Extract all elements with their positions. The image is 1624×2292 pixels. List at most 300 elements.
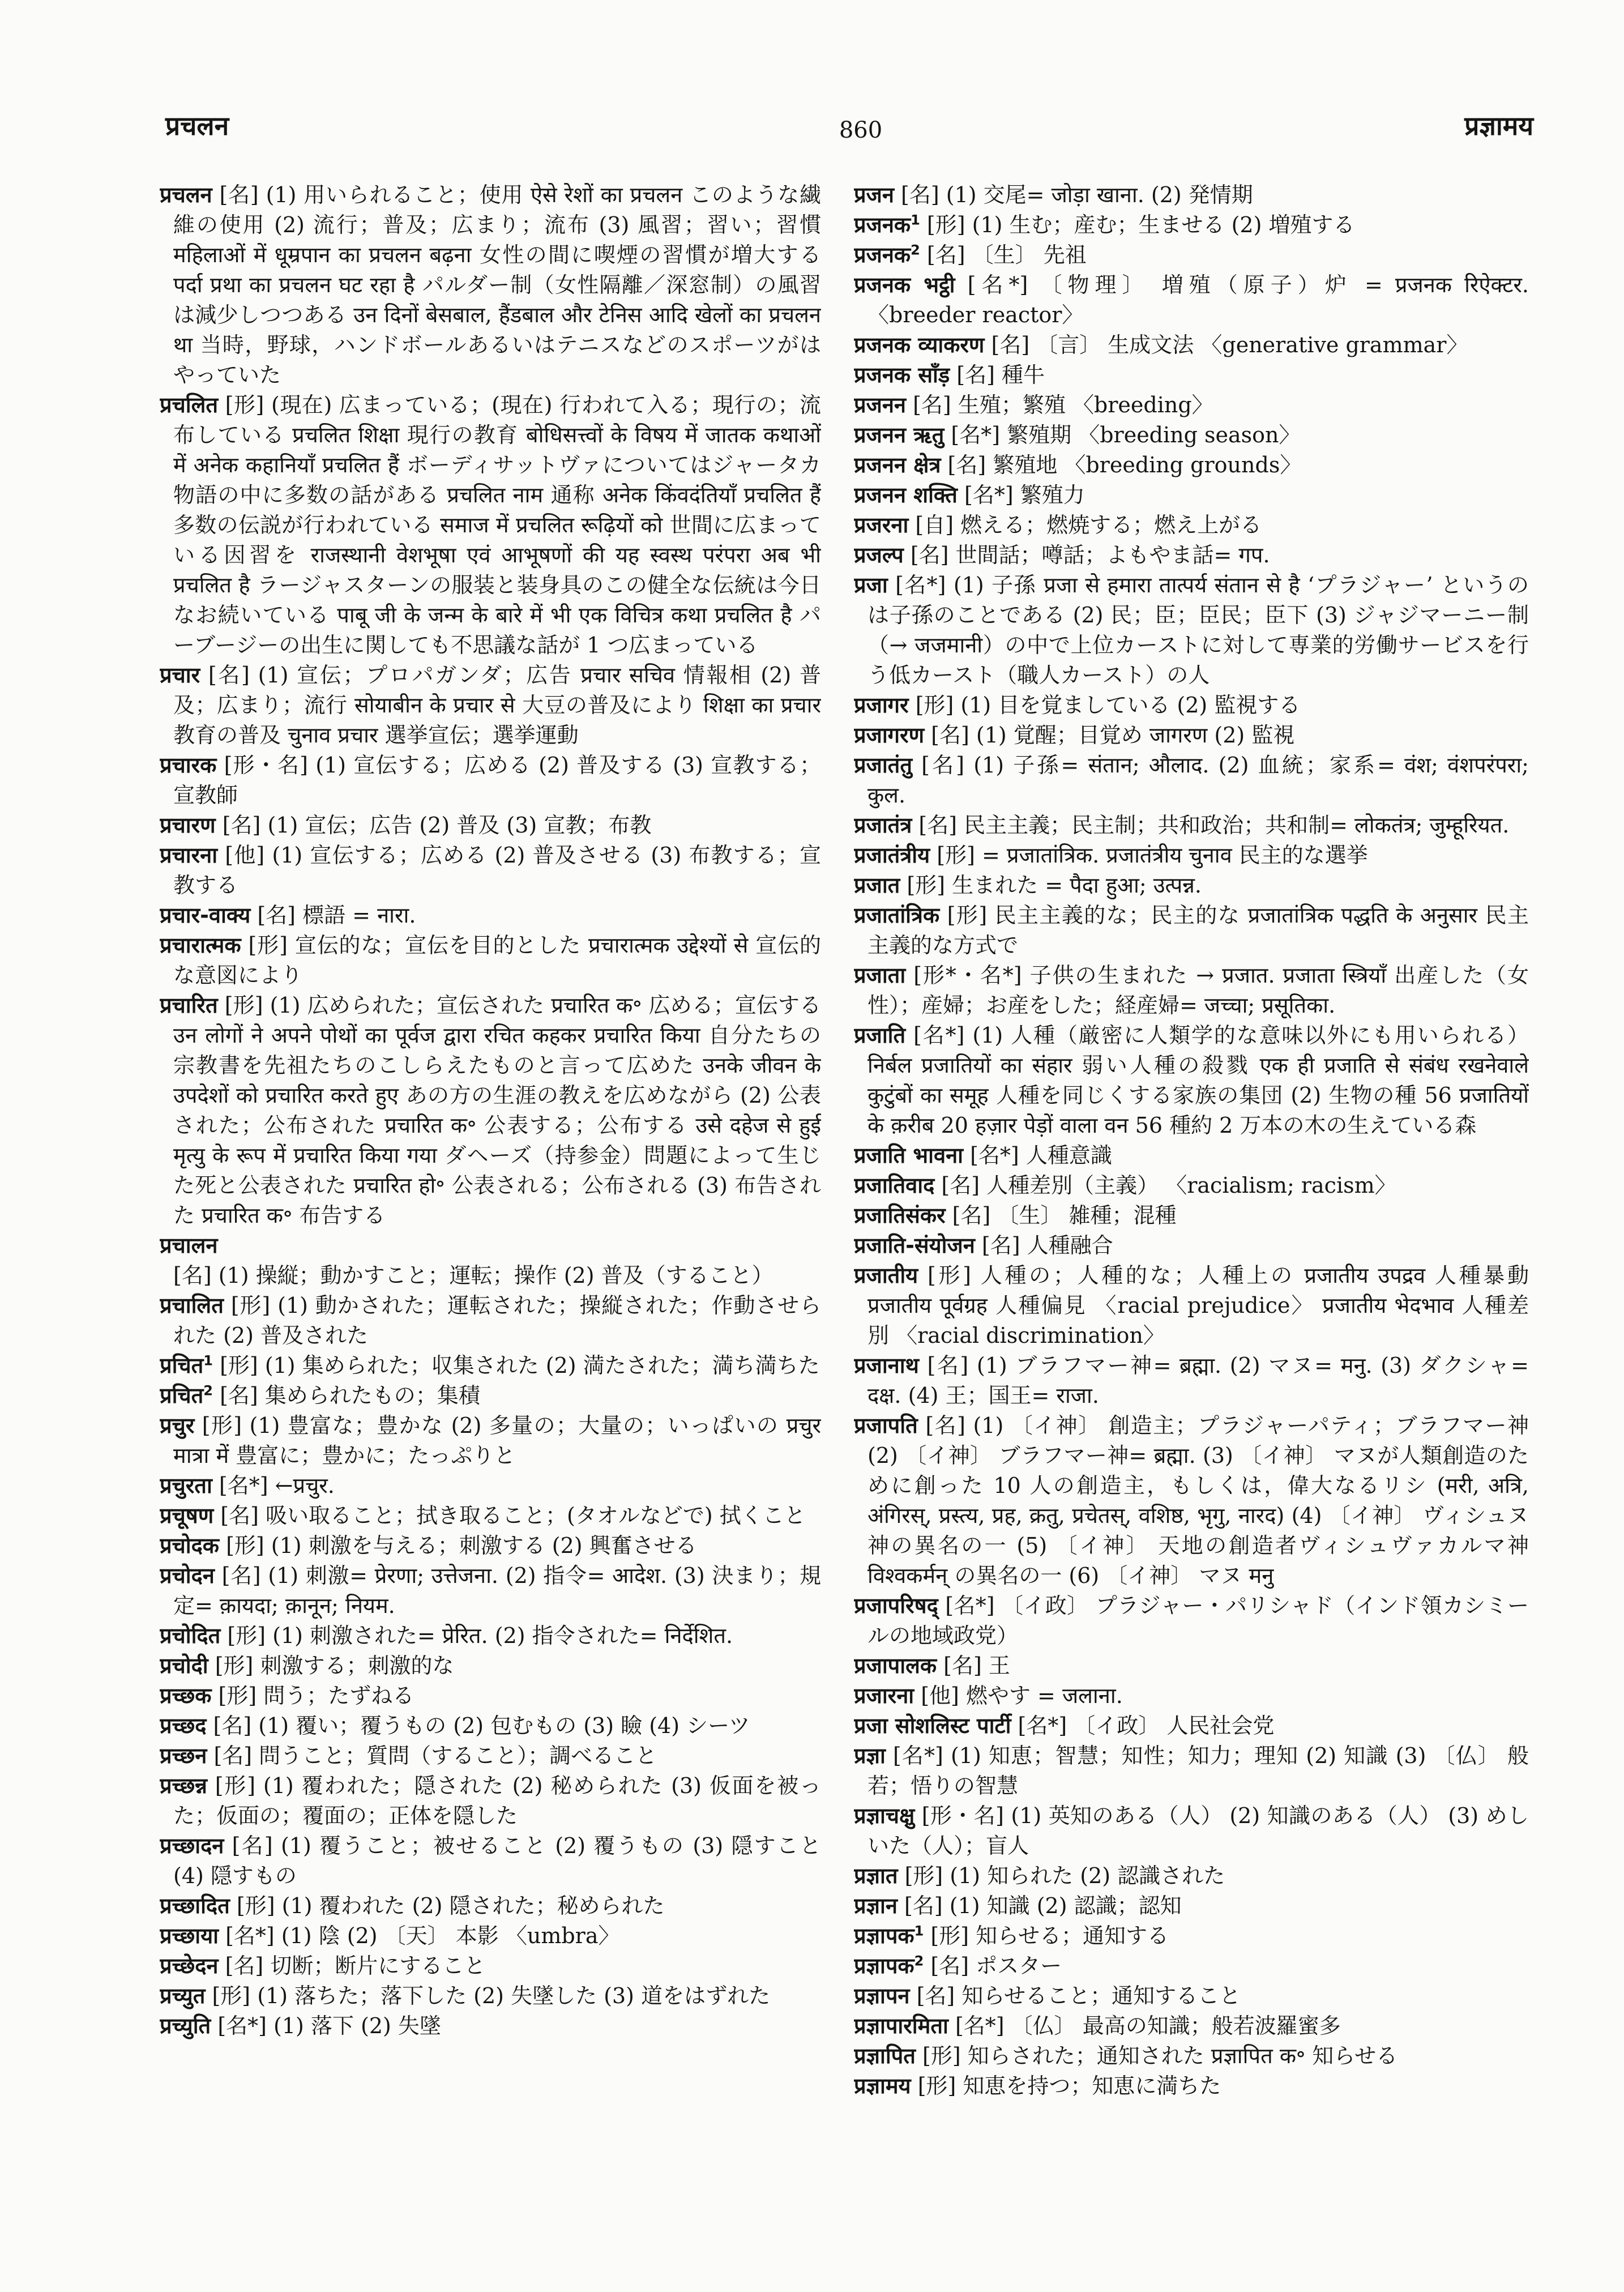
headword-text: प्रजागर [854, 693, 909, 718]
definition: [名*] 〔物理〕 増殖（原子）炉 = प्रजनक रिऐक्टर. 〈breeder reactor〉 [867, 272, 1529, 327]
headword [854, 212, 920, 237]
definition: [名] 〔言〕 生成文法 〈generative grammar〉 [991, 332, 1468, 357]
headword [854, 1593, 938, 1618]
headword-text: प्रचोदित [160, 1623, 221, 1648]
headword [160, 1713, 206, 1738]
definition: [名*] 繁殖力 [964, 483, 1085, 507]
dictionary-entry [160, 1831, 821, 1891]
definition: [形] 知らせる；通知する [930, 1923, 1169, 1948]
definition: [名] 民主主義；民主制；共和政治；共和制= लोकतंत्र; जुम्हूरियत. [918, 813, 1510, 838]
headword-text: प्रचूषण [160, 1503, 214, 1528]
dictionary-entry [854, 1021, 1529, 1141]
headword [854, 272, 955, 297]
dictionary-entry [854, 1801, 1529, 1861]
headword [160, 1833, 224, 1858]
headword-text: प्रचारक [160, 753, 217, 778]
dictionary-entry [854, 750, 1529, 810]
definition: [名*] 〔イ政〕 プラジャー・パリシャド（インド領カシミールの地域政党） [867, 1593, 1529, 1648]
dictionary-entry [160, 810, 821, 840]
headword [160, 1743, 207, 1768]
headword [160, 1893, 230, 1918]
page-number: 860 [839, 117, 883, 143]
dictionary-entry [160, 660, 821, 750]
headword-text: प्रजागरण [854, 723, 925, 748]
dictionary-entry [854, 450, 1529, 480]
dictionary-entry [854, 390, 1529, 420]
definition: [名] (1) 操縦；動かすこと；運転；操作 (2) 普及（すること） [173, 1263, 773, 1288]
headword [854, 1983, 910, 2008]
definition: [名] 王 [943, 1653, 1010, 1678]
dictionary-entry [854, 720, 1529, 750]
headword [160, 813, 216, 838]
headword-text: प्रच्छादन [160, 1833, 224, 1858]
headword-text: प्रजनन [854, 392, 906, 417]
headword [160, 1563, 215, 1588]
headword [854, 753, 912, 778]
headword-text: प्रजाता [854, 963, 906, 988]
headword [854, 813, 912, 838]
headword [854, 1653, 937, 1678]
definition: [名] 切断；断片にすること [225, 1953, 486, 1978]
headword-text: प्रजात [854, 873, 900, 898]
definition: [名*] ←प्रचुर. [219, 1473, 335, 1498]
headword [854, 1023, 905, 1048]
headword-text: प्रजारना [854, 1683, 914, 1708]
dictionary-entry [854, 570, 1529, 690]
right-column [854, 180, 1529, 2276]
dictionary-entry [854, 1681, 1529, 1711]
definition: [名] (1) 刺激= प्रेरणा; उत्तेजना. (2) 指令= आदेश. (3) 決まり；規定= क़ायदा; क़ानून; नियम. [173, 1563, 821, 1618]
headword [854, 2043, 916, 2068]
dictionary-entry [854, 2071, 1529, 2101]
headword-text: प्रच्छेदन [160, 1953, 219, 1978]
dictionary-entry [160, 1561, 821, 1621]
headword [160, 993, 218, 1018]
definition: [名] 生殖；繁殖 〈breeding〉 [913, 392, 1213, 417]
headword-text: प्रच्छादित [160, 1893, 230, 1918]
headword-text: प्रच्छाया [160, 1923, 219, 1948]
definition: [名*] (1) 知恵；智慧；知性；知力；理知 (2) 知識 (3) 〔仏〕 般若；悟りの智慧 [867, 1743, 1529, 1798]
headword-text: प्रजल्प [854, 543, 904, 567]
definition: [名*] 繁殖期 〈breeding season〉 [951, 422, 1301, 447]
definition: [名] 問うこと；質問（すること）；調べること [213, 1743, 657, 1768]
headword [854, 422, 944, 447]
headword-text: प्रजनन शक्ति [854, 483, 958, 507]
headword [854, 873, 900, 898]
headword-text: प्रजन [854, 182, 894, 207]
definition: [形] (1) 集められた；収集された (2) 満たされた；満ち満ちた [220, 1353, 820, 1378]
headword [854, 182, 894, 207]
dictionary-entry [854, 330, 1529, 360]
headword-text: प्रचित [160, 1383, 204, 1408]
dictionary-entry [854, 1951, 1529, 1981]
headword [160, 1383, 213, 1408]
headword-text: प्रजनक [854, 242, 911, 267]
definition: [形] (1) 刺激された= प्रेरित. (2) 指令された= निर्देशित. [227, 1623, 733, 1648]
definition: [形] (1) 目を覚ましている (2) 監視する [915, 693, 1301, 718]
definition: [形] 刺激する；刺激的な [215, 1653, 454, 1678]
dictionary-entry [854, 1351, 1529, 1411]
headword-text: प्रचारात्मक [160, 933, 241, 958]
headword [854, 1413, 918, 1438]
headword [160, 1353, 213, 1378]
definition: [名] 〔生〕 先祖 [926, 242, 1087, 267]
definition: [形*・名*] 子供の生まれた → प्रजात. प्रजाता स्त्रियाँ 出産した（女性）；産婦；お産をした；経産婦= जच्चा; प्रसूतिका. [867, 963, 1529, 1018]
headword-text: प्रजा [854, 573, 888, 597]
dictionary-entry [854, 540, 1529, 570]
headword [854, 1863, 898, 1888]
headword-text: प्रजनक साँड़ [854, 362, 950, 387]
definition: [名] 人種差別（主義） 〈racialism; racism〉 [941, 1173, 1396, 1198]
definition: [他] 燃やす = जलाना. [921, 1683, 1123, 1708]
dictionary-entry [160, 1711, 821, 1741]
definition: [名*] (1) 陰 (2) 〔天〕 本影 〈umbra〉 [225, 1923, 620, 1948]
definition: [形] 問う；たずねる [218, 1683, 414, 1708]
headword-text: प्रचलित [160, 392, 219, 417]
headword [160, 1413, 194, 1438]
headword [160, 1683, 211, 1708]
headword [854, 1203, 946, 1228]
headword [854, 1953, 924, 1978]
headword-text: प्रजातिवाद [854, 1173, 935, 1198]
headword-text: प्रजातंतु [854, 753, 912, 778]
dictionary-entry [160, 991, 821, 1231]
definition: [名] 世間話；噂話；よもやま話= गप. [910, 543, 1270, 567]
headword-text: प्रजातीय [854, 1263, 918, 1288]
definition: [形・名] (1) 英知のある（人） (2) 知識のある（人） (3) めしいた（人）；盲人 [867, 1803, 1529, 1858]
definition: [名*] 人種意識 [970, 1143, 1112, 1168]
definition: [名*] 〔仏〕 最高の知識；般若波羅蜜多 [955, 2013, 1341, 2038]
headword [854, 1233, 975, 1258]
headword-text: प्रजापालक [854, 1653, 937, 1678]
headword-text: प्रचार [160, 663, 200, 688]
headword-text: प्रज्ञाचक्षु [854, 1803, 915, 1828]
definition: [形] (1) 生む；産む；生ませる (2) 増殖する [926, 212, 1355, 237]
homograph-number: 1 [203, 1352, 213, 1369]
headword [160, 933, 241, 958]
headword-text: प्रचोदी [160, 1653, 208, 1678]
dictionary-entry [160, 1531, 821, 1561]
headword-text: प्रच्छक [160, 1683, 212, 1708]
definition: [形] 人種の；人種的な；人種上の प्रजातीय उपद्रव 人種暴動 प्रजातीय पूर्वग्रह 人種偏見 〈racial prejudice〉 प्रजातीय भेदभाव 人種差別 〈racial discrimination〉 [867, 1263, 1529, 1348]
dictionary-entry [854, 810, 1529, 840]
headword [854, 1803, 914, 1828]
headword [160, 1923, 219, 1948]
headword [160, 753, 216, 778]
dictionary-entry [160, 750, 821, 810]
headword [854, 513, 908, 537]
headword [160, 1533, 219, 1558]
dictionary-entry [160, 931, 821, 991]
definition: [形] (現在) 広まっている；(現在) 行われて入る；現行の；流布している प्रचलित शिक्षा 現行の教育 बोधिसत्त्वों के विषय में जातक कथाओं में अनेक कहानियाँ प्रचलित हैं ボーディサットヴァについてはジャータカ物語の中に多数の話がある प्रचलित नाम 通称 अनेक किंवदंतियाँ प्रचलित हैं 多数の伝説が行われている समाज में प्रचलित रूढ़ियों को 世間に広まっている因習を राजस्थानी वेशभूषा एवं आभूषणों की यह स्वस्थ परंपरा अब भी प्रचलित है ラージャスターンの服装と装身具のこの健全な伝統は今日なお続いている पाबू जी के जन्म के बारे में भी एक विचित्र कथा प्रचलित है パーブージーの出生に関しても不思議な話が 1 つ広まっている [173, 392, 821, 658]
headword-text: प्रजानाथ [854, 1353, 919, 1378]
headword-text: प्रचोदन [160, 1563, 215, 1588]
headword [854, 2013, 948, 2038]
headword-text: प्रजनन क्षेत्र [854, 453, 941, 477]
definition: [形] (1) 刺激を与える；刺激する (2) 興奮させる [226, 1533, 697, 1558]
dictionary-entry [854, 690, 1529, 720]
dictionary-entry [160, 1381, 821, 1411]
headword-text: प्रजनक [854, 212, 911, 237]
definition: [名] (1) 知識 (2) 認識；認知 [904, 1893, 1182, 1918]
dictionary-entry [160, 1471, 821, 1501]
definition: [形] (1) 覆われた (2) 隠された；秘められた [236, 1893, 665, 1918]
headword-text: प्रचुरता [160, 1473, 212, 1498]
definition: [名] (1) 子孫= संतान; औलाद. (2) 血統；家系= वंश; वंशपरंपरा; कुल. [867, 753, 1529, 808]
dictionary-entry [160, 1921, 821, 1951]
dictionary-entry [854, 240, 1529, 270]
right-guide-word: प्रज्ञामय [1464, 110, 1533, 141]
definition: [名] (1) ブラフマー神= ब्रह्मा. (2) マヌ= मनु. (3) ダクシャ= दक्ष. (4) 王；国王= राजा. [867, 1353, 1529, 1408]
dictionary-entry [160, 1501, 821, 1531]
dictionary-entry [160, 2011, 821, 2041]
dictionary-entry [854, 1741, 1529, 1801]
headword [160, 1953, 219, 1978]
dictionary-entry [160, 1771, 821, 1831]
definition: [形・名] (1) 宣伝する；広める (2) 普及する (3) 宣教する；宣教師 [173, 753, 821, 808]
headword-text: प्रचलन [160, 182, 212, 207]
definition: [名] (1) 覆い；覆うもの (2) 包むもの (3) 瞼 (4) シーツ [213, 1713, 750, 1738]
headword-text: प्रचार-वाक्य [160, 903, 251, 928]
headword [854, 1173, 934, 1198]
headword [160, 1623, 220, 1648]
definition: [形] (1) 知られた (2) 認識された [904, 1863, 1225, 1888]
dictionary-entry [854, 180, 1529, 210]
headword [854, 963, 905, 988]
headword [160, 1473, 212, 1498]
homograph-number: 2 [914, 1953, 924, 1969]
definition: [名*] 〔イ政〕 人民社会党 [1018, 1713, 1275, 1738]
headword-text: प्रचुर [160, 1413, 195, 1438]
headword [160, 843, 217, 868]
homograph-number: 2 [203, 1382, 213, 1399]
headword [160, 392, 218, 417]
dictionary-entry [160, 1411, 821, 1471]
dictionary-entry [854, 510, 1529, 540]
headword [160, 663, 200, 688]
dictionary-entry [854, 1411, 1529, 1591]
headword [854, 843, 930, 868]
headword-text: प्रच्छद [160, 1713, 207, 1738]
left-guide-word: प्रचलन [165, 110, 229, 141]
headword [160, 1653, 208, 1678]
dictionary-entry [854, 961, 1529, 1021]
definition: [名] (1) 覆うこと；被せること (2) 覆うもの (3) 隠すこと (4) 隠すもの [173, 1833, 821, 1888]
headword [854, 242, 920, 267]
headword-text: प्रजातिसंकर [854, 1203, 946, 1228]
headword-text: प्रज्ञान [854, 1893, 898, 1918]
headword-text: प्रचारित [160, 993, 218, 1018]
headword-text: प्रजनक व्याकरण [854, 332, 985, 357]
headword [854, 392, 906, 417]
definition: [形] 民主主義的な；民主的な प्रजातांत्रिक पद्धति के अनुसार 民主主義的な方式で [867, 903, 1529, 958]
dictionary-entry [160, 1651, 821, 1681]
headword-text: प्रजातंत्र [854, 813, 912, 838]
left-column [160, 180, 821, 2276]
headword-text: प्रच्छन [160, 1743, 207, 1768]
definition: [名] 種牛 [956, 362, 1045, 387]
definition: [名] 吸い取ること；拭き取ること；(タオルなどで) 拭くこと [220, 1503, 806, 1528]
definition: [形] 宣伝的な；宣伝を目的とした प्रचारात्मक उद्देश्यों से 宣伝的な意図により [173, 933, 821, 988]
headword [854, 483, 958, 507]
dictionary-entry [854, 270, 1529, 330]
dictionary-entry [854, 900, 1529, 961]
headword-text: प्रज्ञामय [854, 2073, 911, 2098]
headword-text: प्रच्युति [160, 2013, 211, 2038]
headword-text: प्रच्युत [160, 1983, 206, 2008]
definition: [名] (1) 宣伝；プロパガンダ；広告 प्रचार सचिव 情報相 (2) 普及；広まり；流行 सोयाबीन के प्रचार से 大豆の普及により शिक्षा का प्रचार 教育の普及 चुनाव प्रचार 選挙宣伝；選挙運動 [173, 663, 821, 748]
definition: [名] (1) 交尾= जोड़ा खाना. (2) 発情期 [901, 182, 1253, 207]
headword [160, 1503, 213, 1528]
definition: [名] (1) 覚醒；目覚め जागरण (2) 監視 [931, 723, 1295, 748]
dictionary-entry [160, 1621, 821, 1651]
dictionary-entry [854, 1891, 1529, 1921]
dictionary-entry [854, 1711, 1529, 1741]
headword-text: प्रजा सोशलिस्ट पार्टी [854, 1713, 1011, 1738]
headword [854, 543, 904, 567]
definition: [形] (1) 広められた；宣伝された प्रचारित क॰ 広める；宣伝する उन लोगों ने अपने पोथों का पूर्वज द्वारा रचित कहकर प्रचारित किया 自分たちの宗教書を先祖たちのこしらえたものと言って広めた उनके जीवन के उपदेशों को प्रचारित करते हुए あの方の生涯の教えを広めながら (2) 公表された；公布された प्रचारित क॰ 公表する；公布する उसे दहेज से हुई मृत्यु के रूप में प्रचारित किया गया ダヘーズ（持参金）問題によって生じた死と公表された प्रचारित हो॰ 公表される；公布される (3) 布告された प्रचारित क॰ 布告する [173, 993, 821, 1228]
headword [854, 453, 941, 477]
headword [160, 1233, 217, 1258]
headword [854, 573, 888, 597]
definition: [名*] (1) 落下 (2) 失墜 [217, 2013, 441, 2038]
definition: [形] = प्रजातांत्रिक. प्रजातंत्रीय चुनाव 民主的な選挙 [937, 843, 1368, 868]
headword [160, 2013, 211, 2038]
dictionary-entry [160, 1891, 821, 1921]
headword-text: प्रजनक भट्ठी [854, 272, 955, 297]
headword [854, 1743, 886, 1768]
headword-text: प्रज्ञापक [854, 1923, 914, 1948]
dictionary-entry [160, 840, 821, 900]
dictionary-entry [854, 420, 1529, 450]
headword-text: प्रच्छन्न [160, 1773, 207, 1798]
headword [854, 723, 924, 748]
definition: [自] 燃える；燃焼する；燃え上がる [915, 513, 1262, 537]
headword-text: प्रजातंत्रीय [854, 843, 930, 868]
definition: [名] 集められたもの；集積 [220, 1383, 480, 1408]
definition: [名] 繁殖地 〈breeding grounds〉 [947, 453, 1302, 477]
headword [854, 2073, 911, 2098]
headword-text: प्रचालन [160, 1233, 218, 1258]
definition: [名*] (1) 人種（厳密に人類学的な意味以外にも用いられる） निर्बल प्रजातियों का संहार 弱い人種の殺戮 एक ही प्रजाति से संबंध रखनेवाले कुटुंबों का समूह 人種を同じくする家族の集団 (2) 生物の種 56 प्रजातियों के क़रीब 20 हज़ार पेड़ों वाला वन 56 種約 2 万本の木の生えている森 [867, 1023, 1529, 1138]
headword [854, 693, 909, 718]
dictionary-entry [854, 2041, 1529, 2071]
headword-text: प्रचारना [160, 843, 218, 868]
dictionary-entry [160, 1951, 821, 1981]
headword [854, 1353, 919, 1378]
definition: [名] 標語 = नारा. [257, 903, 416, 928]
dictionary-entry [160, 1741, 821, 1771]
headword-text: प्रचालित [160, 1293, 224, 1318]
dictionary-entry [160, 1231, 821, 1291]
homograph-number: 1 [914, 1923, 924, 1939]
headword [160, 1293, 224, 1318]
dictionary-entry [854, 1261, 1529, 1351]
headword [854, 1683, 914, 1708]
dictionary-entry [160, 1981, 821, 2011]
dictionary-entry [854, 480, 1529, 510]
headword [854, 903, 939, 928]
dictionary-entry [854, 1141, 1529, 1171]
headword-text: प्रज्ञापित [854, 2043, 916, 2068]
headword-text: प्रजापरिषद् [854, 1593, 938, 1618]
headword [854, 1263, 918, 1288]
dictionary-entry [854, 1201, 1529, 1231]
headword [854, 1923, 924, 1948]
definition: [形] 知らされた；通知された प्रज्ञापित क॰ 知らせる [922, 2043, 1398, 2068]
definition: [形] (1) 豊富な；豊かな (2) 多量の；大量の；いっぱいの प्रचुर मात्रा में 豊富に；豊かに；たっぷりと [173, 1413, 821, 1468]
dictionary-entry [854, 870, 1529, 900]
headword [854, 362, 950, 387]
dictionary-entry [854, 1861, 1529, 1891]
headword-text: प्रजाति [854, 1023, 906, 1048]
definition: [名] (1) 宣伝；広告 (2) 普及 (3) 宣教；布教 [222, 813, 652, 838]
headword-text: प्रजनन ऋतु [854, 422, 945, 447]
headword-text: प्रज्ञा [854, 1743, 886, 1768]
headword-text: प्रजातांत्रिक [854, 903, 940, 928]
definition: [名] 〔生〕 雑種；混種 [952, 1203, 1177, 1228]
headword-text: प्रज्ञापन [854, 1983, 910, 2008]
dictionary-entry [160, 1291, 821, 1351]
headword [160, 182, 212, 207]
headword-text: प्रजाति-संयोजन [854, 1233, 975, 1258]
definition: [形] (1) 覆われた；隠された (2) 秘められた (3) 仮面を被った；仮面の；覆面の；正体を隠した [173, 1773, 821, 1828]
dictionary-entry [160, 390, 821, 660]
definition: [名] (1) 〔イ神〕 創造主；プラジャーパティ；ブラフマー神 (2) 〔イ神〕 ブラフマー神= ब्रह्मा. (3) 〔イ神〕 マヌが人類創造のために創った 10 人の創造主，もしくは，偉大なるリシ (मरी, अत्रि, अंगिरस्, प्रस्त्य, प्रह, क्रतु, प्रचेतस्, वशिष्ठ, भृगु, नारद) (4) 〔イ神〕 ヴィシュヌ神の異名の一 (5) 〔イ神〕 天地の創造者ヴィシュヴァカルマ神 विश्वकर्मन् の異名の一 (6) 〔イ神〕 マヌ मनु [867, 1413, 1529, 1588]
definition: [名] 人種融合 [981, 1233, 1113, 1258]
headword-text: प्रज्ञापारमिता [854, 2013, 948, 2038]
dictionary-entry [854, 1921, 1529, 1951]
dictionary-entry [854, 1591, 1529, 1651]
dictionary-entry [160, 1351, 821, 1381]
dictionary-entry [160, 900, 821, 931]
dictionary-entry [854, 360, 1529, 390]
dictionary-entry [854, 2011, 1529, 2041]
dictionary-entry [854, 840, 1529, 870]
definition: [名] ポスター [930, 1953, 1062, 1978]
definition: [形] 知恵を持つ；知恵に満ちた [917, 2073, 1221, 2098]
headword [160, 903, 250, 928]
headword [854, 332, 984, 357]
headword-text: प्रचारण [160, 813, 216, 838]
dictionary-entry [160, 1681, 821, 1711]
headword-text: प्रज्ञापक [854, 1953, 914, 1978]
dictionary-entry [854, 1651, 1529, 1681]
headword [854, 1713, 1011, 1738]
headword-text: प्रजापति [854, 1413, 918, 1438]
headword-text: प्रचोदक [160, 1533, 219, 1558]
dictionary-entry [854, 1171, 1529, 1201]
definition: [形] 生まれた = पैदा हुआ; उत्पन्न. [907, 873, 1202, 898]
headword-text: प्रजाति भावना [854, 1143, 964, 1168]
dictionary-entry [854, 1231, 1529, 1261]
headword [854, 1143, 963, 1168]
headword [854, 1893, 898, 1918]
definition: [他] (1) 宣伝する；広める (2) 普及させる (3) 布教する；宣教する [173, 843, 821, 898]
headword-text: प्रज्ञात [854, 1863, 898, 1888]
headword [160, 1773, 207, 1798]
homograph-number: 2 [911, 242, 920, 258]
headword [160, 1983, 205, 2008]
headword-text: प्रचित [160, 1353, 204, 1378]
definition: [名*] (1) 子孫 प्रजा से हमारा तात्पर्य संतान से है ‘プラジャー’ というのは子孫のことである (2) 民；臣；臣民；臣下 (3) ジャジマーニー制（→ जजमानी）の中で上位カーストに対して専業的労働サービスを行う低カースト（職人カースト）の人 [867, 573, 1529, 688]
definition: [形] (1) 動かされた；運転された；操縦された；作動させられた (2) 普及された [173, 1293, 821, 1348]
dictionary-entry [160, 180, 821, 390]
dictionary-entry [854, 210, 1529, 240]
headword-text: प्रजरना [854, 513, 909, 537]
definition: [形] (1) 落ちた；落下した (2) 失墜した (3) 道をはずれた [212, 1983, 771, 2008]
definition: [名] 知らせること；通知すること [916, 1983, 1241, 2008]
